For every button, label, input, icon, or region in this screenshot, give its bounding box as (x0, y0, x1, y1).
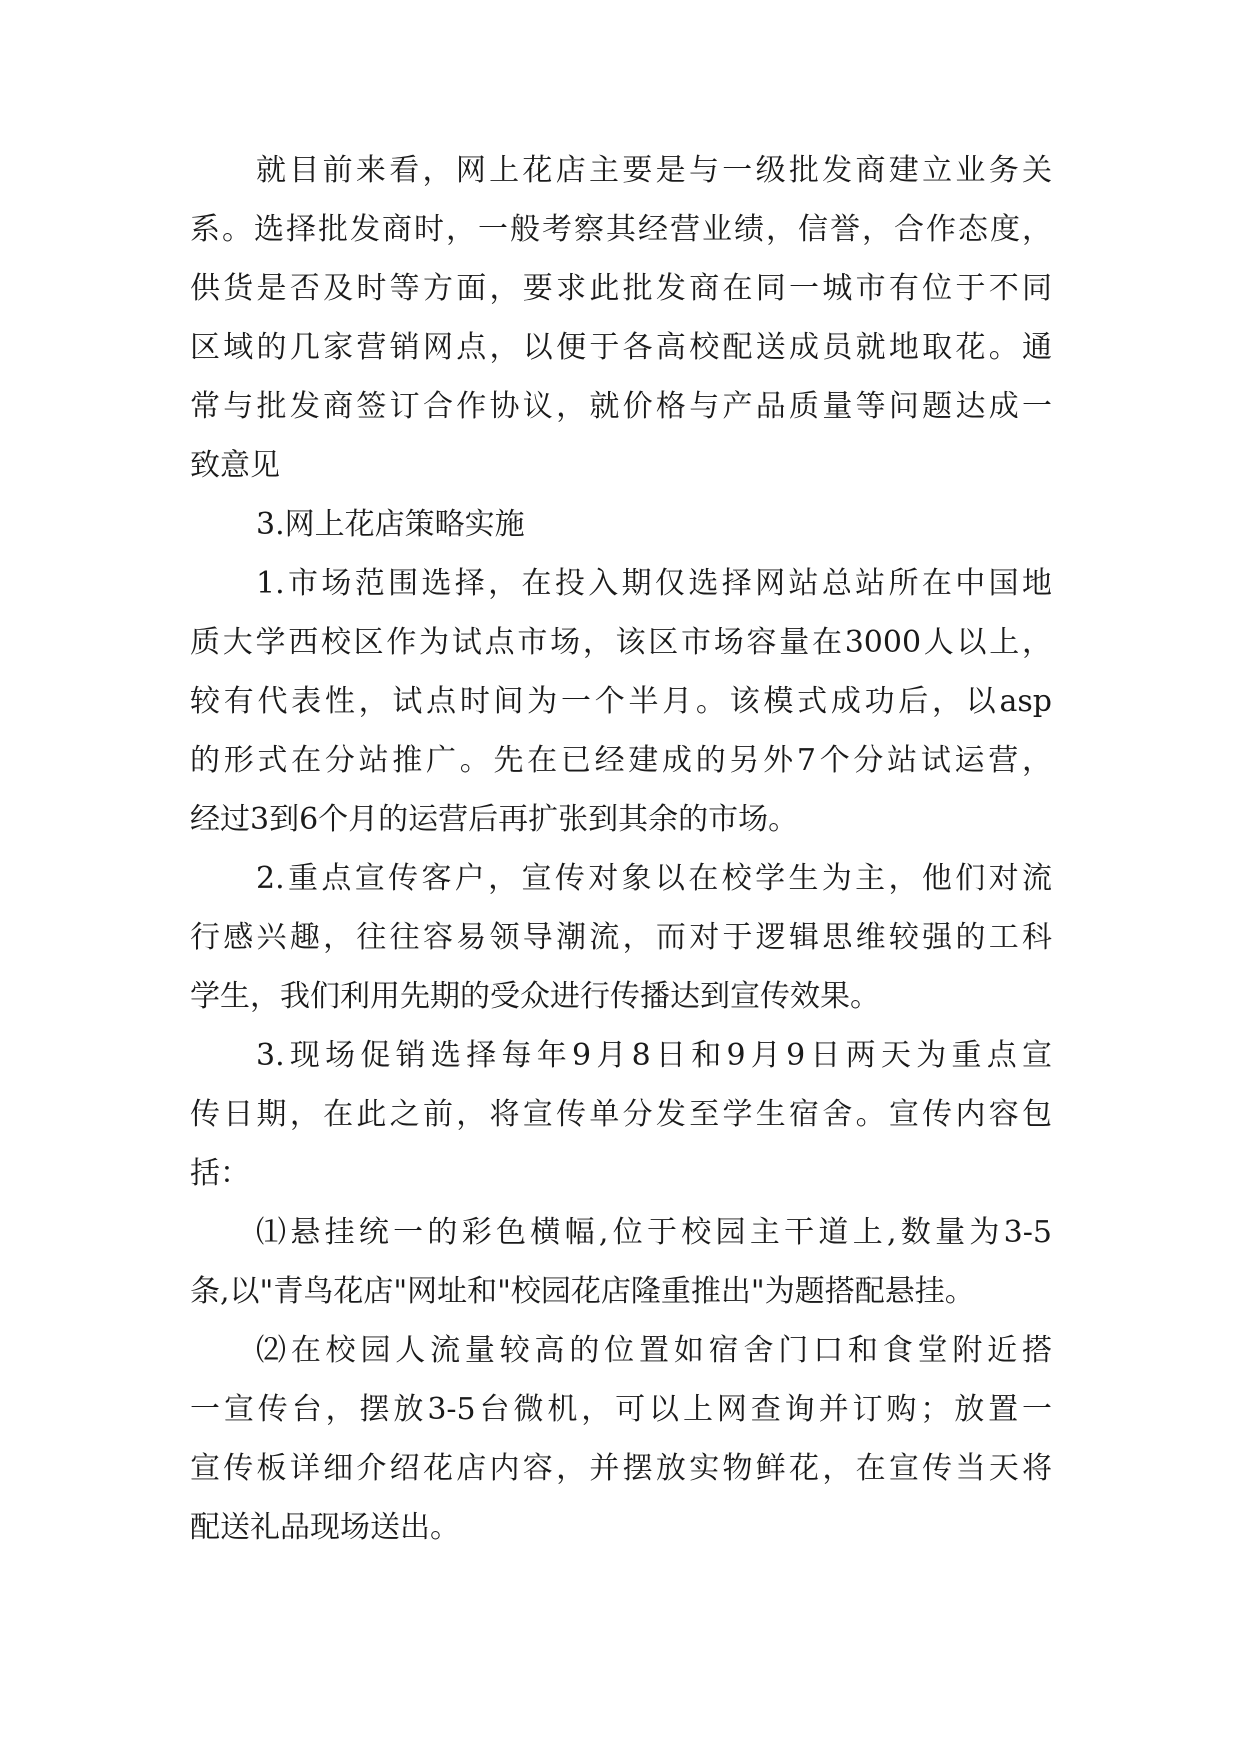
text-line: 就目前来看，网上花店主要是与一级批发商建立业务关 (256, 153, 1052, 188)
list-item-banner (190, 1203, 1052, 1321)
text-line: 经过3到6个月的运营后再扩张到其余的市场。 (190, 802, 799, 837)
text-line: 配送礼品现场送出。 (190, 1510, 460, 1545)
text-line: 括： (190, 1156, 250, 1191)
section-heading (190, 495, 1052, 554)
text-line: 系。选择批发商时，一般考察其经营业绩，信誉，合作态度， (190, 212, 1052, 247)
text-line: 致意见 (190, 448, 280, 483)
text-line: 条,以"青鸟花店"网址和"校园花店隆重推出"为题搭配悬挂。 (190, 1274, 975, 1309)
text-line: 宣传板详细介绍花店内容，并摆放实物鲜花，在宣传当天将 (190, 1451, 1052, 1486)
text-line: 学生，我们利用先期的受众进行传播达到宣传效果。 (190, 979, 880, 1014)
text-line: 常与批发商签订合作协议，就价格与产品质量等问题达成一 (190, 389, 1052, 424)
paragraph-market-scope (190, 554, 1052, 849)
text-line: ⑴悬挂统一的彩色横幅,位于校园主干道上,数量为3-5 (256, 1215, 1052, 1250)
text-line: 质大学西校区作为试点市场，该区市场容量在3000人以上， (190, 625, 1052, 660)
paragraph-key-customers (190, 849, 1052, 1026)
text-line: 行感兴趣，往往容易领导潮流，而对于逻辑思维较强的工科 (190, 920, 1052, 955)
text-line: 区域的几家营销网点，以便于各高校配送成员就地取花。通 (190, 330, 1052, 365)
text-line: 2.重点宣传客户，宣传对象以在校学生为主，他们对流 (256, 861, 1052, 896)
document-page (190, 141, 1052, 1557)
text-line: 供货是否及时等方面，要求此批发商在同一城市有位于不同 (190, 271, 1052, 306)
text-line: 3.现场促销选择每年9月8日和9月9日两天为重点宣 (256, 1038, 1052, 1073)
heading-line: 3.网上花店策略实施 (256, 507, 525, 542)
text-line: 传日期，在此之前，将宣传单分发至学生宿舍。宣传内容包 (190, 1097, 1052, 1132)
paragraph-supplier-relations (190, 141, 1052, 495)
list-item-booth (190, 1321, 1052, 1557)
text-line: ⑵在校园人流量较高的位置如宿舍门口和食堂附近搭 (256, 1333, 1052, 1368)
text-line: 的形式在分站推广。先在已经建成的另外7个分站试运营， (190, 743, 1052, 778)
text-line: 1.市场范围选择，在投入期仅选择网站总站所在中国地 (256, 566, 1052, 601)
text-line: 较有代表性，试点时间为一个半月。该模式成功后，以asp (190, 684, 1052, 719)
paragraph-onsite-promotion (190, 1026, 1052, 1203)
text-line: 一宣传台，摆放3-5台微机，可以上网查询并订购；放置一 (190, 1392, 1052, 1427)
